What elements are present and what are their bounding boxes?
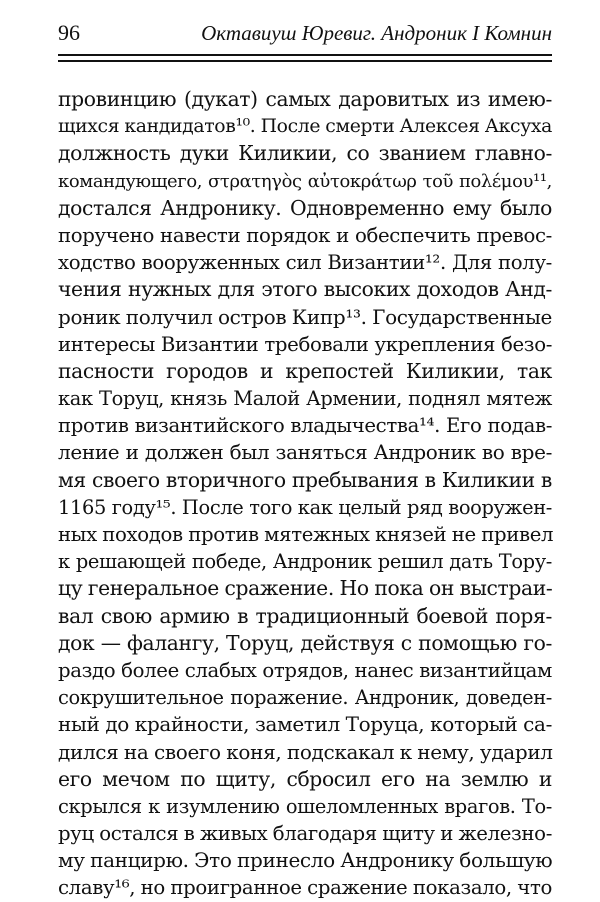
text-line: вал свою армию в традиционный боевой поря- xyxy=(58,603,552,628)
text-line: раздо более слабых отрядов, нанес византийцам xyxy=(58,658,552,682)
text-line: как Торуц, князь Малой Армении, поднял мятеж xyxy=(58,387,552,411)
text-line: 1165 году¹⁵. После того как целый ряд вооружен- xyxy=(58,495,552,519)
text-line: к решающей победе, Андроник решил дать Тору- xyxy=(58,550,552,574)
text-line: док — фалангу, Торуц, действуя с помощью го- xyxy=(58,630,552,655)
text-line: провинцию (дукат) самых даровитых из имею- xyxy=(58,87,552,111)
text-line: ходство вооруженных сил Византии¹². Для полу- xyxy=(58,251,552,275)
page-header xyxy=(58,20,552,46)
text-line: командующего, στρατηγὸς αὐτοκράτωρ τοῦ πολέμου¹¹, xyxy=(58,170,552,192)
body-text xyxy=(58,86,552,902)
text-line: должность дуки Киликии, со званием главно- xyxy=(58,141,552,166)
page-number: 96 xyxy=(58,20,80,45)
text-line: пасности городов и крепостей Киликии, так xyxy=(58,358,552,383)
text-line: скрылся к изумлению ошеломленных врагов. То- xyxy=(58,794,552,818)
text-line: руц остался в живых благодаря щиту и железно- xyxy=(58,822,552,846)
header-rule-bottom xyxy=(58,60,552,62)
text-line: ление и должен был заняться Андроник во вре- xyxy=(58,440,552,465)
text-line: достался Андронику. Одновременно ему было xyxy=(58,195,552,220)
text-line: мя своего вторичного пребывания в Киликии в xyxy=(58,467,552,492)
text-line: против византийского владычества¹⁴. Его подав- xyxy=(58,414,552,438)
text-line: ный до крайности, заметил Торуца, который са- xyxy=(58,712,552,737)
text-line: интересы Византии требовали укрепления безо- xyxy=(58,332,552,356)
text-line: его мечом по щиту, сбросил его на землю и xyxy=(58,766,552,791)
header-rule-top xyxy=(58,54,552,56)
text-line: дился на своего коня, подскакал к нему, ударил xyxy=(58,739,553,764)
text-line: ных походов против мятежных князей не привел xyxy=(58,523,554,546)
text-line: щихся кандидатов¹⁰. После смерти Алексея Аксуха xyxy=(58,116,552,138)
text-line: роник получил остров Кипр¹³. Государственные xyxy=(58,304,552,329)
text-line: славу¹⁶, но проигранное сражение показало, что xyxy=(58,876,552,900)
text-line: сокрушительное поражение. Андроник, доведен- xyxy=(58,686,552,710)
text-line: чения нужных для этого высоких доходов Анд- xyxy=(58,277,552,302)
text-line: поручено навести порядок и обеспечить превос- xyxy=(58,223,552,247)
running-title: Октавиуш Юревиг. Андроник I Комнин xyxy=(201,21,552,45)
text-line: му панцирю. Это принесло Андронику большую xyxy=(58,848,553,873)
text-line: цу генеральное сражение. Но пока он выстраи- xyxy=(58,576,553,601)
